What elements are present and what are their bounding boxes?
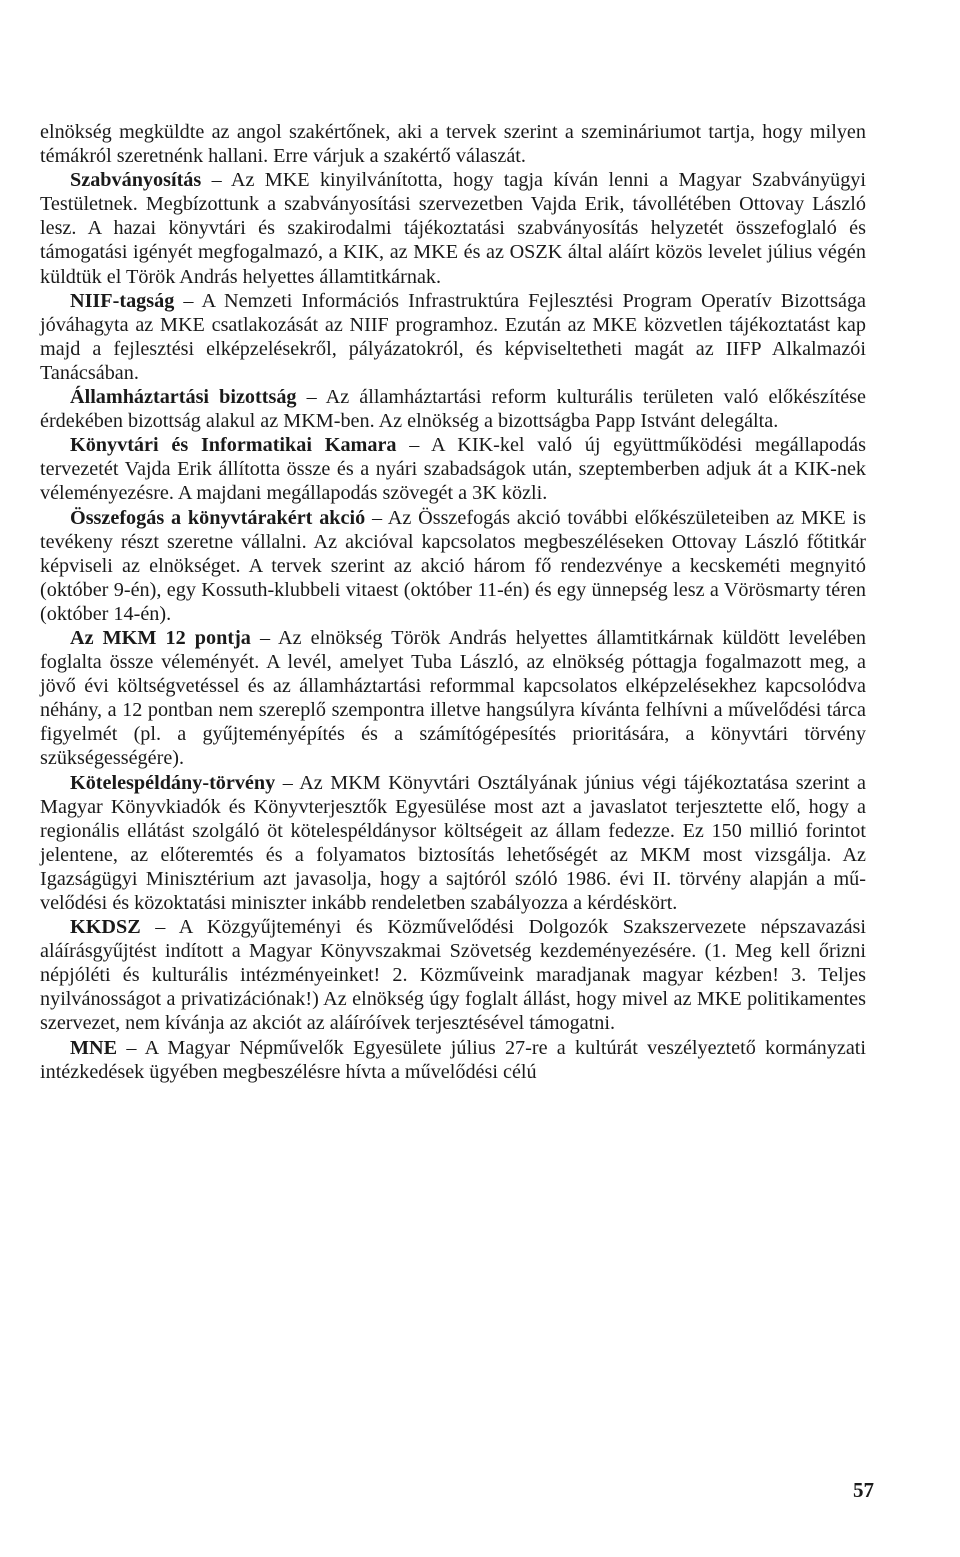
heading-szabvanyositas: Szabványosítás: [70, 169, 202, 192]
heading-allamhaztartas: Államháztartási bizottság: [70, 386, 297, 409]
paragraph-mkm-12-pontja: [40, 626, 866, 771]
heading-kamara: Könyvtári és Informatikai Kamara: [70, 434, 397, 457]
paragraph-mne-text: – A Magyar Népművelők Egyesülete július 27-re a kultúrát veszélyeztető kormányzati intézkedések ügyében megbeszélésre hívta a művelődési célú: [40, 1036, 866, 1083]
paragraph-osszefogas-text: – Az Összefogás akció további előkészületeiben az MKE is tevékeny részt szeretne vállalni. Az akcióval kapcsolatos megbeszéléseken Ottovay László főtitkár képviseli az elnökséget. A tervek szerint az akció három fő rendezvénye a kecskeméti megnyitó (október 9-én), egy Kossuth-klubbeli vitaest (október 11-én) és egy ünnepség lesz a Vörösmarty téren (október 14-én).: [40, 506, 866, 625]
page-number: 57: [853, 1478, 874, 1502]
paragraph-szabvanyositas-text: – Az MKE kinyilvánította, hogy tagja kíván lenni a Magyar Szabványügyi Testületnek. Megbízottunk a szabványosítási szervezetben Vajda Erik, távollétében Ottovay László lesz. A hazai könyvtári és szakirodalmi tájékoztatási szabványosítás helyzetét összefoglaló és támogatási igényét megfogalmazó, a KIK, az MKE és az OSZK által aláírt közös levelet július végén küldtük el Török András helyettes államtitkárnak.: [40, 169, 866, 288]
paragraph-allamhaztartas: [40, 385, 866, 433]
paragraph-kkdsz: [40, 915, 866, 1035]
paragraph-osszefogas: [40, 506, 866, 626]
page-text: [40, 120, 866, 1084]
paragraph-kkdsz-text: – A Közgyűjteményi és Közművelődési Dolgozók Szakszervezete népszavazási aláírásgyűjtést indított a Magyar Könyvszakmai Szövetség kezdeményezésére. (1. Meg kell őrizni népjóléti és kulturális intézményeinket! 2. Közműveink maradjanak magyar kézben! 3. Teljes nyilvánosságot a privatizációnak!) Az elnökség úgy foglalt állást, hogy mivel az MKE politikamentes szervezet, nem kívánja az akciót az aláíróívek terjesztésével támogatni.: [40, 916, 866, 1035]
paragraph-niif-text: – A Nemzeti Információs Infrastruktúra Fejlesztési Program Operatív Bizottsága jóváhagyta az MKE csatlakozását az NIIF programhoz. Ezután az MKE közvetlen tájékoztatást kap majd a fejlesztési elképzelésekről, pályázatokról, és képviseltetheti magát az IIFP Alkalmazói Tanácsában.: [40, 289, 866, 384]
paragraph-kotelespeldany-text: – Az MKM Könyvtári Osztályának június végi tájékoztatása szerint a Magyar Könyvkiadók és Könyvterjesztők Egyesülése most azt a javaslatot terjesztette elő, hogy a regionális ellátást szolgáló öt kötelespéldánysor költségeit az állam fedezze. Ez 150 millió forintot jelentene, az előteremtés és a folyamatos biztosítás lehetőségét az MKM most vizsgálja. Az Igazságügyi Minisztérium azt javasolja, hogy a sajtóról szóló 1986. évi II. törvény alapján a művelődési és közoktatási miniszter inkább rendeletben szabályozza a kérdéskört.: [40, 771, 866, 914]
paragraph-intro: [40, 120, 866, 168]
paragraph-kamara: [40, 433, 866, 505]
heading-kotelespeldany: Kötelespéldány-törvény: [70, 771, 276, 794]
paragraph-szabvanyositas: [40, 168, 866, 288]
heading-osszefogas: Összefogás a könyvtárakért akció: [70, 506, 366, 529]
heading-mkm-12-pontja: Az MKM 12 pontja: [70, 626, 251, 649]
paragraph-mne: [40, 1036, 866, 1084]
heading-kkdsz: KKDSZ: [70, 916, 141, 939]
heading-mne: MNE: [70, 1036, 118, 1059]
paragraph-allamhaztartas-text: – Az államháztartási reform kulturális területen való előkészítése érdekében bizottság alakul az MKM-ben. Az elnökség a bizottságba Papp Istvánt delegálta.: [40, 386, 866, 433]
heading-niif: NIIF-tagság: [70, 289, 175, 312]
paragraph-kotelespeldany: [40, 771, 866, 916]
paragraph-kamara-text: – A KIK-kel való új együttműködési megállapodás tervezetét Vajda Erik állította össze és a nyári szabadságok után, szeptemberben adjuk át a KIK-nek véleményezésre. A majdani megállapodás szövegét a 3K közli.: [40, 434, 866, 505]
paragraph-mkm-12-pontja-text: – Az elnökség Török András helyettes államtitkárnak küldött levelében foglalta össze véleményét. A levél, amelyet Tuba László, az elnökség póttagja fogalmazott meg, a jövő évi költségvetéssel és az államháztartási reformmal kapcsolatos elképzelésekhez kapcsolódva néhány, a 12 pontban nem szereplő szempontra illetve hangsúlyra kívánta felhívni a művelődési tárca figyelmét (pl. a gyűjteményépítés és a számítógépesítés prioritására, a könyvtári törvény szükségességére).: [40, 626, 866, 770]
paragraph-niif: [40, 289, 866, 385]
paragraph-intro-text: elnökség megküldte az angol szakértőnek, aki a tervek szerint a szemináriumot tartja, hogy milyen témákról szeretnénk hallani. Erre várjuk a szakértő válaszát.: [40, 121, 866, 168]
